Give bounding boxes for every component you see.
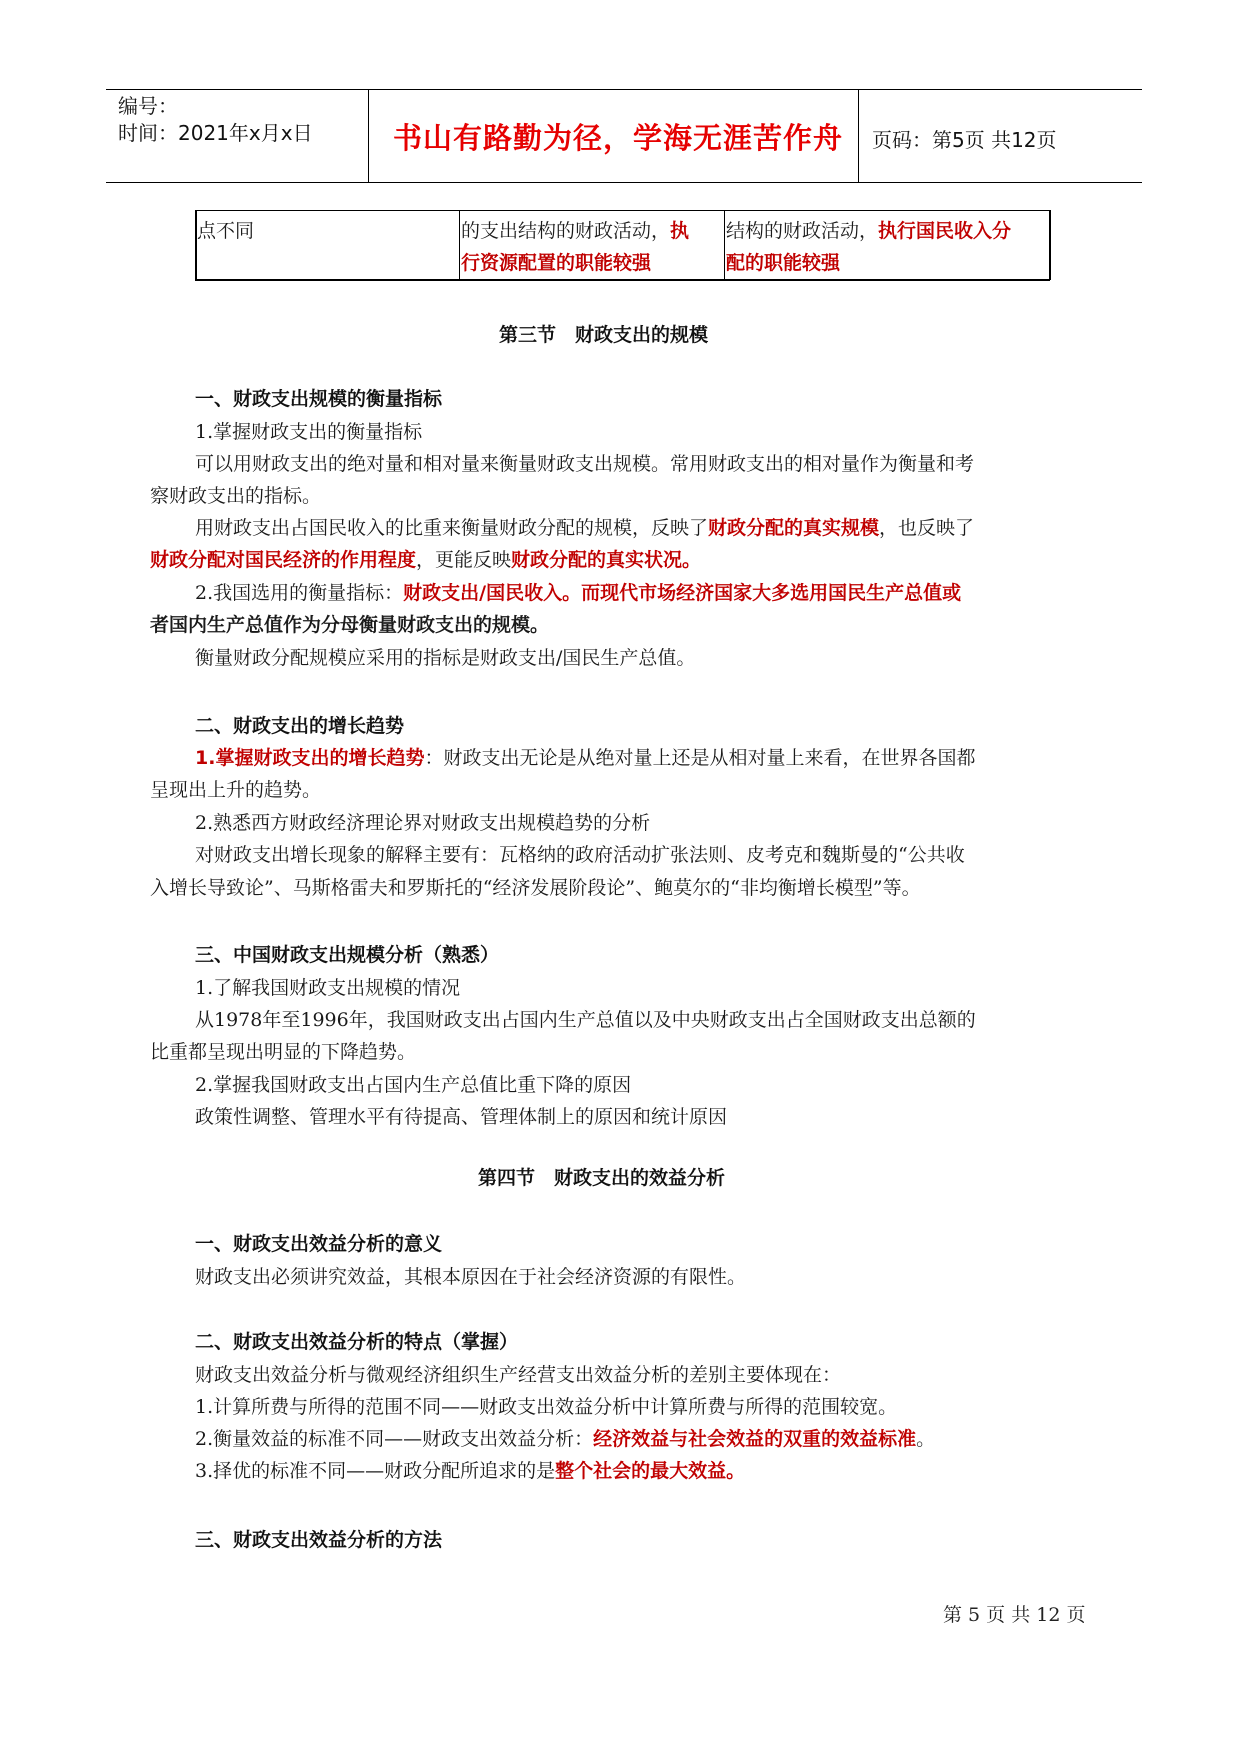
- cell3-red-2: 配的职能较强: [726, 252, 841, 274]
- header-bottom-rule: [106, 182, 1142, 183]
- section3-para-12: 政策性调整、管理水平有待提高、管理体制上的原因和统计原因: [195, 1106, 728, 1128]
- table-cell-3: [726, 215, 1049, 279]
- s4p4-text: 2.衡量效益的标准不同——财政支出效益分析：: [195, 1428, 594, 1450]
- section4-heading-1: 一、财政支出效益分析的意义: [195, 1233, 443, 1255]
- section3-para-2b: 察财政支出的指标。: [150, 485, 322, 507]
- p6a-text: ：财政支出无论是从绝对量上还是从相对量上来看，在世界各国都: [424, 747, 976, 769]
- page-footer: 第 5 页 共 12 页: [943, 1604, 1086, 1626]
- section3-heading-2: 二、财政支出的增长趋势: [195, 715, 405, 737]
- table-bottom-border: [195, 279, 1050, 281]
- section3-para-10b: 比重都呈现出明显的下降趋势。: [150, 1041, 417, 1063]
- p6a-num: 1.: [195, 747, 216, 769]
- p3a-red: 财政分配的真实规模: [708, 517, 880, 539]
- section3-para-5: 衡量财政分配规模应采用的指标是财政支出/国民生产总值。: [195, 647, 696, 669]
- table-border-c1: [459, 210, 460, 280]
- section3-para-8b: 入增长导致论”、马斯格雷夫和罗斯托的“经济发展阶段论”、鲍莫尔的“非均衡增长模型”等。: [150, 877, 921, 899]
- header-top-rule: [106, 89, 1142, 90]
- section3-para-9: 1.了解我国财政支出规模的情况: [195, 977, 461, 999]
- s4p4-red: 经济效益与社会效益的双重的效益标准: [593, 1428, 917, 1450]
- section4-para-5: [195, 1456, 745, 1483]
- section3-para-3a: [195, 513, 974, 540]
- header-divider-left: [368, 89, 369, 182]
- section3-para-7: 2.熟悉西方财政经济理论界对财政支出规模趋势的分析: [195, 812, 651, 834]
- p3a-text-1: 用财政支出占国民收入的比重来衡量财政分配的规模，反映了: [195, 517, 709, 539]
- section3-para-11: 2.掌握我国财政支出占国内生产总值比重下降的原因: [195, 1074, 632, 1096]
- section3-para-6b: 呈现出上升的趋势。: [150, 779, 322, 801]
- cell2-red-1: 执: [670, 220, 690, 242]
- section4-heading-2: 二、财政支出效益分析的特点（掌握）: [195, 1331, 519, 1353]
- section4-para-1: 财政支出必须讲究效益，其根本原因在于社会经济资源的有限性。: [195, 1266, 747, 1288]
- header-divider-right: [858, 89, 859, 182]
- section3-para-6a: [195, 743, 975, 770]
- section3-para-4b: 者国内生产总值作为分母衡量财政支出的规模。: [150, 614, 550, 636]
- p3b-red-1: 财政分配对国民经济的作用程度: [150, 549, 417, 571]
- p4a-text: 2.我国选用的衡量指标：: [195, 582, 404, 604]
- p4a-red: 财政支出/国民收入。而现代市场经济国家大多选用国民生产总值或: [403, 582, 962, 604]
- p6a-red: 掌握财政支出的增长趋势: [215, 747, 425, 769]
- table-top-border: [195, 210, 1050, 211]
- header-number-label: 编号：: [118, 94, 178, 118]
- section3-para-10a: 从1978年至1996年，我国财政支出占国内生产总值以及中央财政支出占全国财政支出总额的: [195, 1009, 976, 1031]
- section3-para-8a: 对财政支出增长现象的解释主要有：瓦格纳的政府活动扩张法则、皮考克和魏斯曼的“公共收: [195, 844, 965, 866]
- section4-para-3: 1.计算所费与所得的范围不同——财政支出效益分析中计算所费与所得的范围较宽。: [195, 1396, 898, 1418]
- section4-para-2: 财政支出效益分析与微观经济组织生产经营支出效益分析的差别主要体现在：: [195, 1364, 842, 1386]
- s4p5-red: 整个社会的最大效益。: [555, 1460, 746, 1482]
- header-page-label: 页码：第5页 共12页: [872, 128, 1057, 152]
- table-border-right: [1049, 210, 1051, 280]
- header-motto: 书山有路勤为径，学海无涯苦作舟: [393, 121, 844, 155]
- table-border-c2: [724, 210, 725, 280]
- p3a-text-2: ，也反映了: [879, 517, 975, 539]
- s4p5-text: 3.择优的标准不同——财政分配所追求的是: [195, 1460, 556, 1482]
- cell2-text: 的支出结构的财政活动，: [461, 220, 671, 242]
- section3-title: 第三节 财政支出的规模: [499, 324, 709, 346]
- p3b-text: ，更能反映: [416, 549, 512, 571]
- s4p4-end: 。: [916, 1428, 936, 1450]
- section3-para-1: 1.掌握财政支出的衡量指标: [195, 421, 423, 443]
- section3-para-3b: [150, 545, 701, 572]
- section3-heading-1: 一、财政支出规模的衡量指标: [195, 388, 443, 410]
- section3-heading-3: 三、中国财政支出规模分析（熟悉）: [195, 944, 500, 966]
- section4-para-4: [195, 1424, 935, 1451]
- cell3-red-1: 执行国民收入分: [878, 220, 1012, 242]
- section4-title: 第四节 财政支出的效益分析: [478, 1167, 726, 1189]
- header-time-label: 时间：2021年x月x日: [118, 121, 313, 145]
- section3-para-2a: 可以用财政支出的绝对量和相对量来衡量财政支出规模。常用财政支出的相对量作为衡量和考: [195, 453, 975, 475]
- cell2-red-2: 行资源配置的职能较强: [461, 252, 652, 274]
- section4-heading-3: 三、财政支出效益分析的方法: [195, 1529, 443, 1551]
- p3b-red-2: 财政分配的真实状况。: [511, 549, 702, 571]
- table-cell-2: [461, 215, 724, 279]
- table-cell-1: 点不同: [197, 220, 255, 242]
- cell3-text: 结构的财政活动，: [726, 220, 879, 242]
- section3-para-4a: [195, 578, 961, 605]
